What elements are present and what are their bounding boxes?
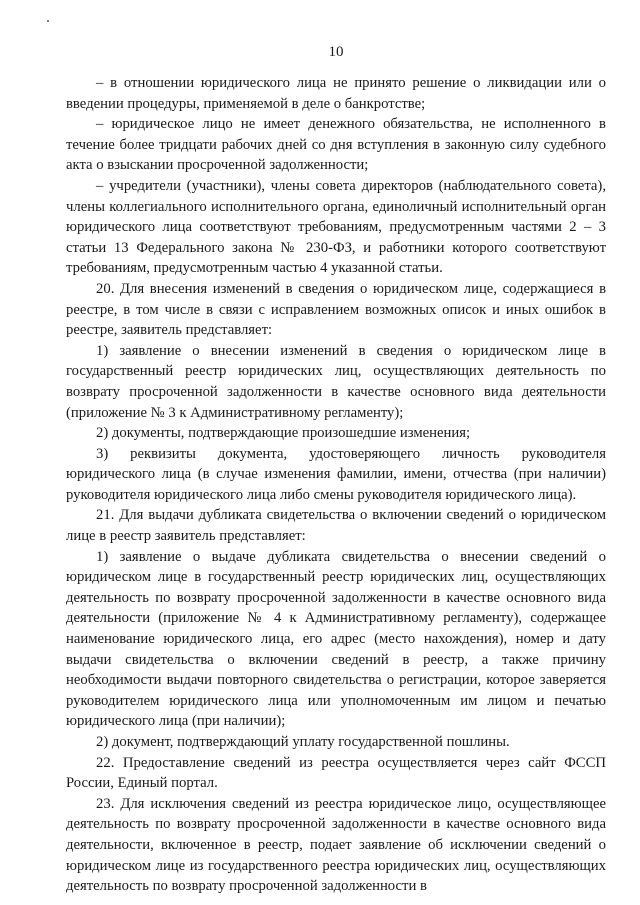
page-number: 10	[328, 44, 344, 60]
paragraph-22: 22. Предоставление сведений из реестра осуществляется через сайт ФССП России, Единый портал.	[66, 754, 606, 792]
paragraph-23: 23. Для исключения сведений из реестра юридическое лицо, осуществляющее деятельность по возврату просроченной задолженности в качестве основного вида деятельности, включенное в реестр, подает заявление об исключении сведений о юридическом лице из государственного реестра юридических лиц, осуществляющих деятельность по возврату просроченной задолженности в	[66, 795, 606, 895]
paragraph-21-item-2: 2) документ, подтверждающий уплату государственной пошлины.	[96, 734, 510, 750]
paragraph-21-item-1: 1) заявление о выдаче дубликата свидетельства о внесении сведений о юридическом лице в государственный реестр юридических лиц, осуществляющих деятельность по возврату просроченной задолженности в качестве основного вида деятельности (приложение № 4 к Административному регламенту), содержащее наименование юридического лица, его адрес (место нахождения), номер и дату выдачи свидетельства о включении сведений в реестр, а также причину необходимости выдачи повторного свидетельства о регистрации, которое заверяется руководителем юридического лица или уполномоченным им лицом и печатью юридического лица (при наличии);	[66, 548, 606, 730]
scan-artifact	[47, 20, 49, 22]
paragraph-founders-requirements: – учредители (участники), члены совета директоров (наблюдательного совета), члены коллегиального исполнительного органа, единоличный исполнительный орган юридического лица соответствуют требованиям, предусмотренным частями 2 – 3 статьи 13 Федерального закона № 230-ФЗ, и работники которого соответствуют требованиям, предусмотренным частью 4 указанной статьи.	[66, 177, 606, 277]
document-body	[66, 73, 606, 897]
paragraph-20-item-2: 2) документы, подтверждающие произошедшие изменения;	[96, 425, 471, 442]
paragraph-20: 20. Для внесения изменений в сведения о юридическом лице, содержащиеся в реестре, в том числе в связи с исправлением возможных описок и иных ошибок в реестре, заявитель представляет:	[66, 280, 606, 339]
paragraph-20-item-1: 1) заявление о внесении изменений в сведения о юридическом лице в государственный реестр юридических лиц, осуществляющих деятельность по возврату просроченной задолженности в качестве основного вида деятельности (приложение № 3 к Административному регламенту);	[66, 342, 606, 421]
paragraph-no-liquidation: – в отношении юридического лица не принято решение о ликвидации или о введении процедуры, применяемой в деле о банкротстве;	[66, 75, 606, 112]
paragraph-20-item-3: 3) реквизиты документа, удостоверяющего личность руководителя юридического лица (в случае изменения фамилии, имени, отчества (при наличии) руководителя юридического лица либо смены руководителя юридического лица).	[66, 445, 606, 503]
paragraph-21: 21. Для выдачи дубликата свидетельства о включении сведений о юридическом лице в реестр заявитель представляет:	[66, 507, 606, 545]
paragraph-no-debt: – юридическое лицо не имеет денежного обязательства, не исполненного в течение более тридцати рабочих дней со дня вступления в законную силу судебного акта о взыскании просроченной задолженности;	[66, 116, 606, 174]
